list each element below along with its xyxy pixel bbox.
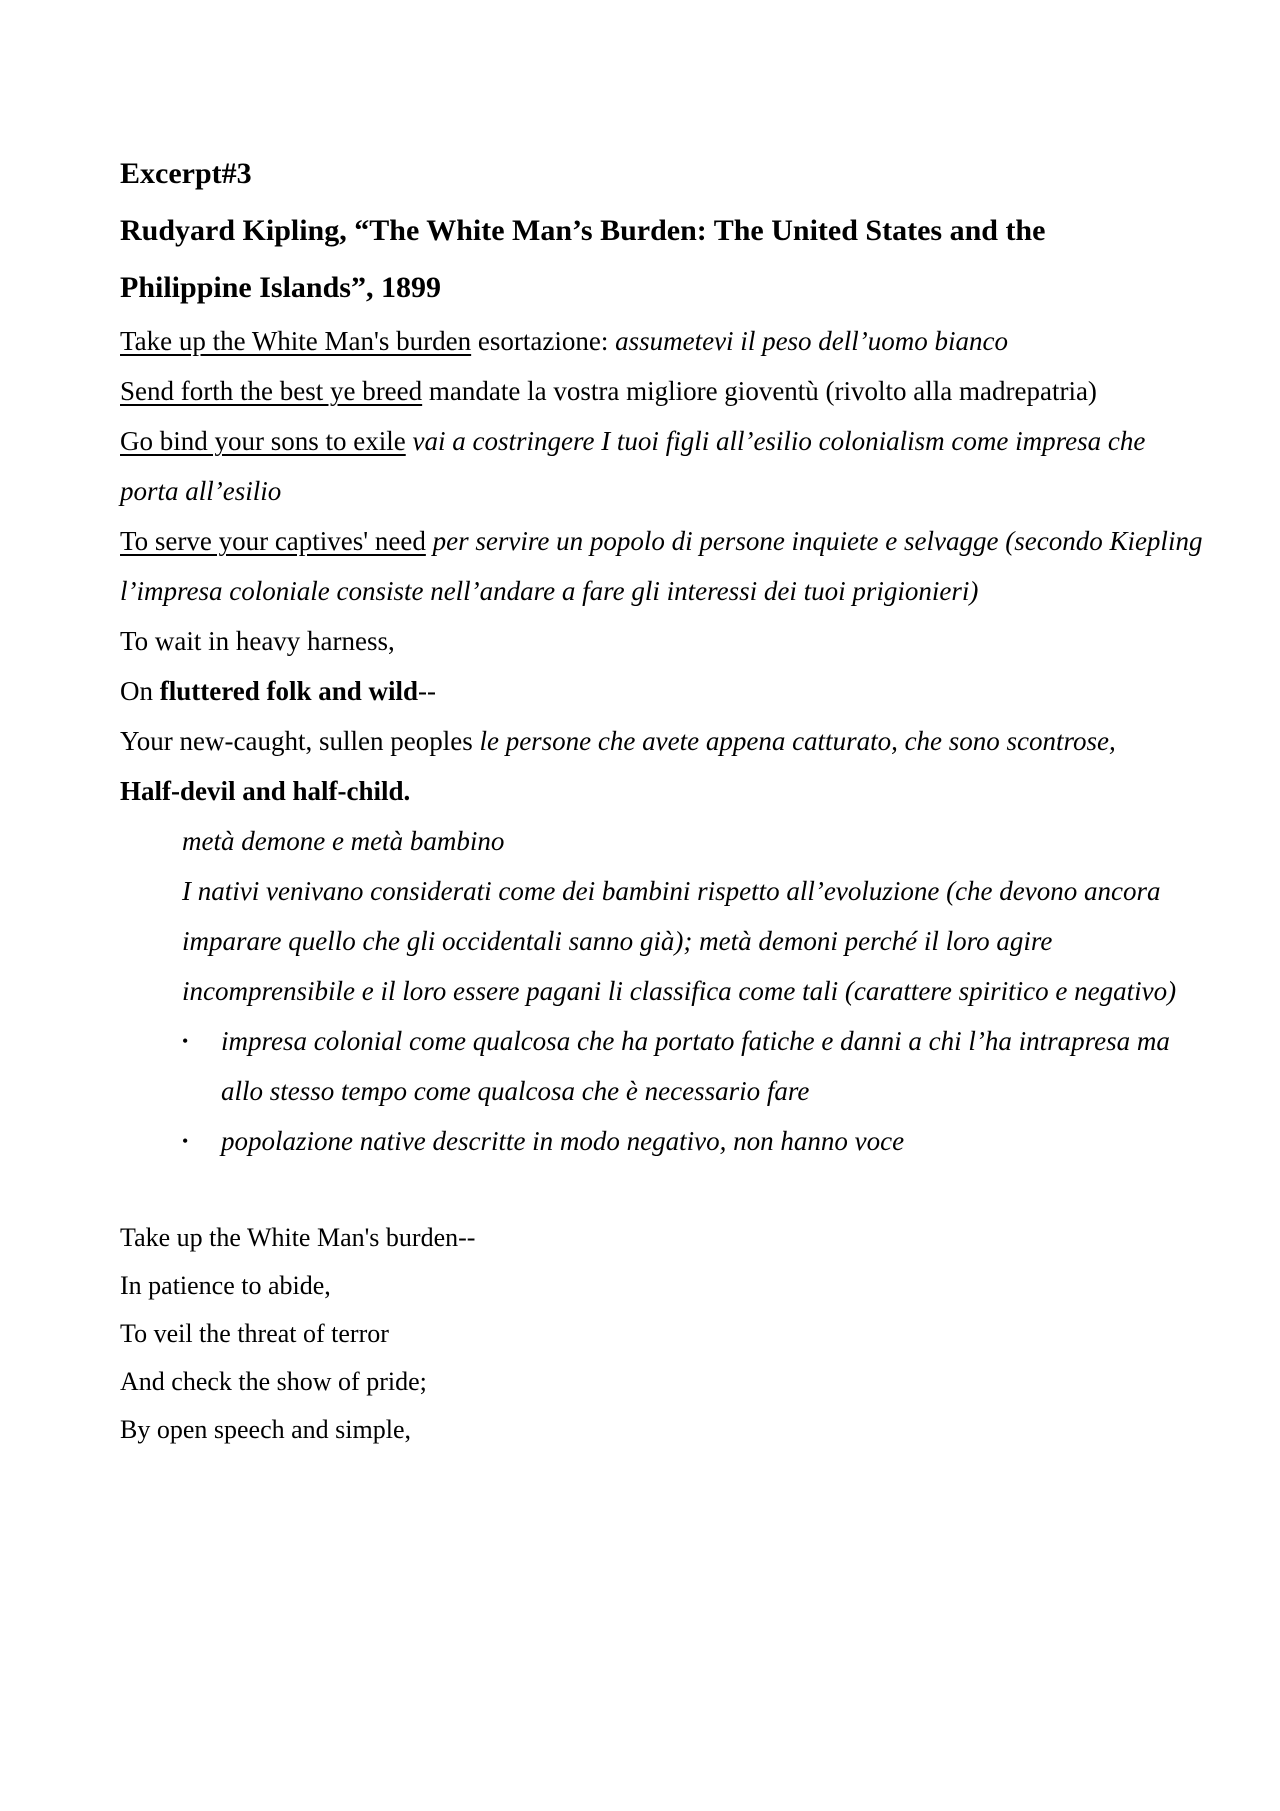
fluttered-prefix: On	[120, 676, 160, 706]
verse-line-2	[120, 366, 1205, 416]
half-devil-line: Half-devil and half-child.	[120, 776, 411, 806]
poem-line: And check the show of pride;	[120, 1367, 427, 1396]
harness-line: To wait in heavy harness,	[120, 626, 395, 656]
verse-quote: Send forth the best ye breed	[120, 376, 423, 406]
excerpt-label: Excerpt#3	[120, 157, 252, 190]
bullet-text: popolazione native descritte in modo negativo, non hanno voce	[221, 1126, 905, 1156]
verse-quote: Go bind your sons to exile	[120, 426, 406, 456]
bullet-icon: •	[182, 1031, 189, 1051]
verse-quote: Take up the White Man's burden	[120, 326, 472, 356]
verse-line-3	[120, 416, 1205, 516]
bullet-text: impresa colonial come qualcosa che ha portato fatiche e danni a chi l’ha intrapresa ma allo stesso tempo come qualcosa che è necessario fare	[221, 1026, 1170, 1106]
fluttered-line	[120, 666, 1205, 716]
list-item	[182, 1016, 1205, 1116]
commentary-translation: metà demone e metà bambino	[182, 826, 505, 856]
title-line-1: Rudyard Kipling, “The White Man’s Burden: The United States and the	[120, 214, 1046, 247]
sullen-line	[120, 716, 1205, 766]
document-page	[120, 145, 1205, 1454]
document-title	[120, 202, 1205, 316]
sullen-plain: Your new-caught, sullen peoples	[120, 726, 480, 756]
commentary-bullets	[120, 1016, 1205, 1166]
fluttered-bold: fluttered folk and wild	[159, 676, 419, 706]
verse-line-1	[120, 316, 1205, 366]
verse-note: per servire un popolo di persone inquiete e selvagge (secondo Kiepling l’impresa coloniale consiste nell’andare a fare gli interessi dei tuoi prigionieri)	[120, 526, 1203, 606]
bullet-icon: •	[182, 1131, 189, 1151]
verse-note: vai a costringere I tuoi figli all’esilio colonialism come impresa che porta all’esilio	[120, 426, 1146, 506]
verse-note: assumetevi il peso dell’uomo bianco	[615, 326, 1009, 356]
poem-line: By open speech and simple,	[120, 1415, 411, 1444]
commentary-explanation: I nativi venivano considerati come dei bambini rispetto all’evoluzione (che devono ancora imparare quello che gli occidentali sanno già); metà demoni perché il loro agire incomprensibile e il loro essere pagani li classifica come tali (carattere spiritico e negativo)	[182, 876, 1177, 1006]
poem-line: To veil the threat of terror	[120, 1319, 389, 1348]
poem-stanza	[120, 1214, 1205, 1454]
poem-line: Take up the White Man's burden--	[120, 1223, 476, 1252]
list-item	[182, 1116, 1205, 1166]
verse-line-4	[120, 516, 1205, 616]
verse-note: mandate la vostra migliore gioventù (rivolto alla madrepatria)	[422, 376, 1097, 406]
verse-quote: To serve your captives' need	[120, 526, 426, 556]
sullen-note: le persone che avete appena catturato, che sono scontrose,	[479, 726, 1116, 756]
verse-separator: esortazione:	[471, 326, 616, 356]
poem-line: In patience to abide,	[120, 1271, 331, 1300]
title-line-2: Philippine Islands”, 1899	[120, 271, 441, 304]
fluttered-suffix: --	[418, 676, 437, 706]
